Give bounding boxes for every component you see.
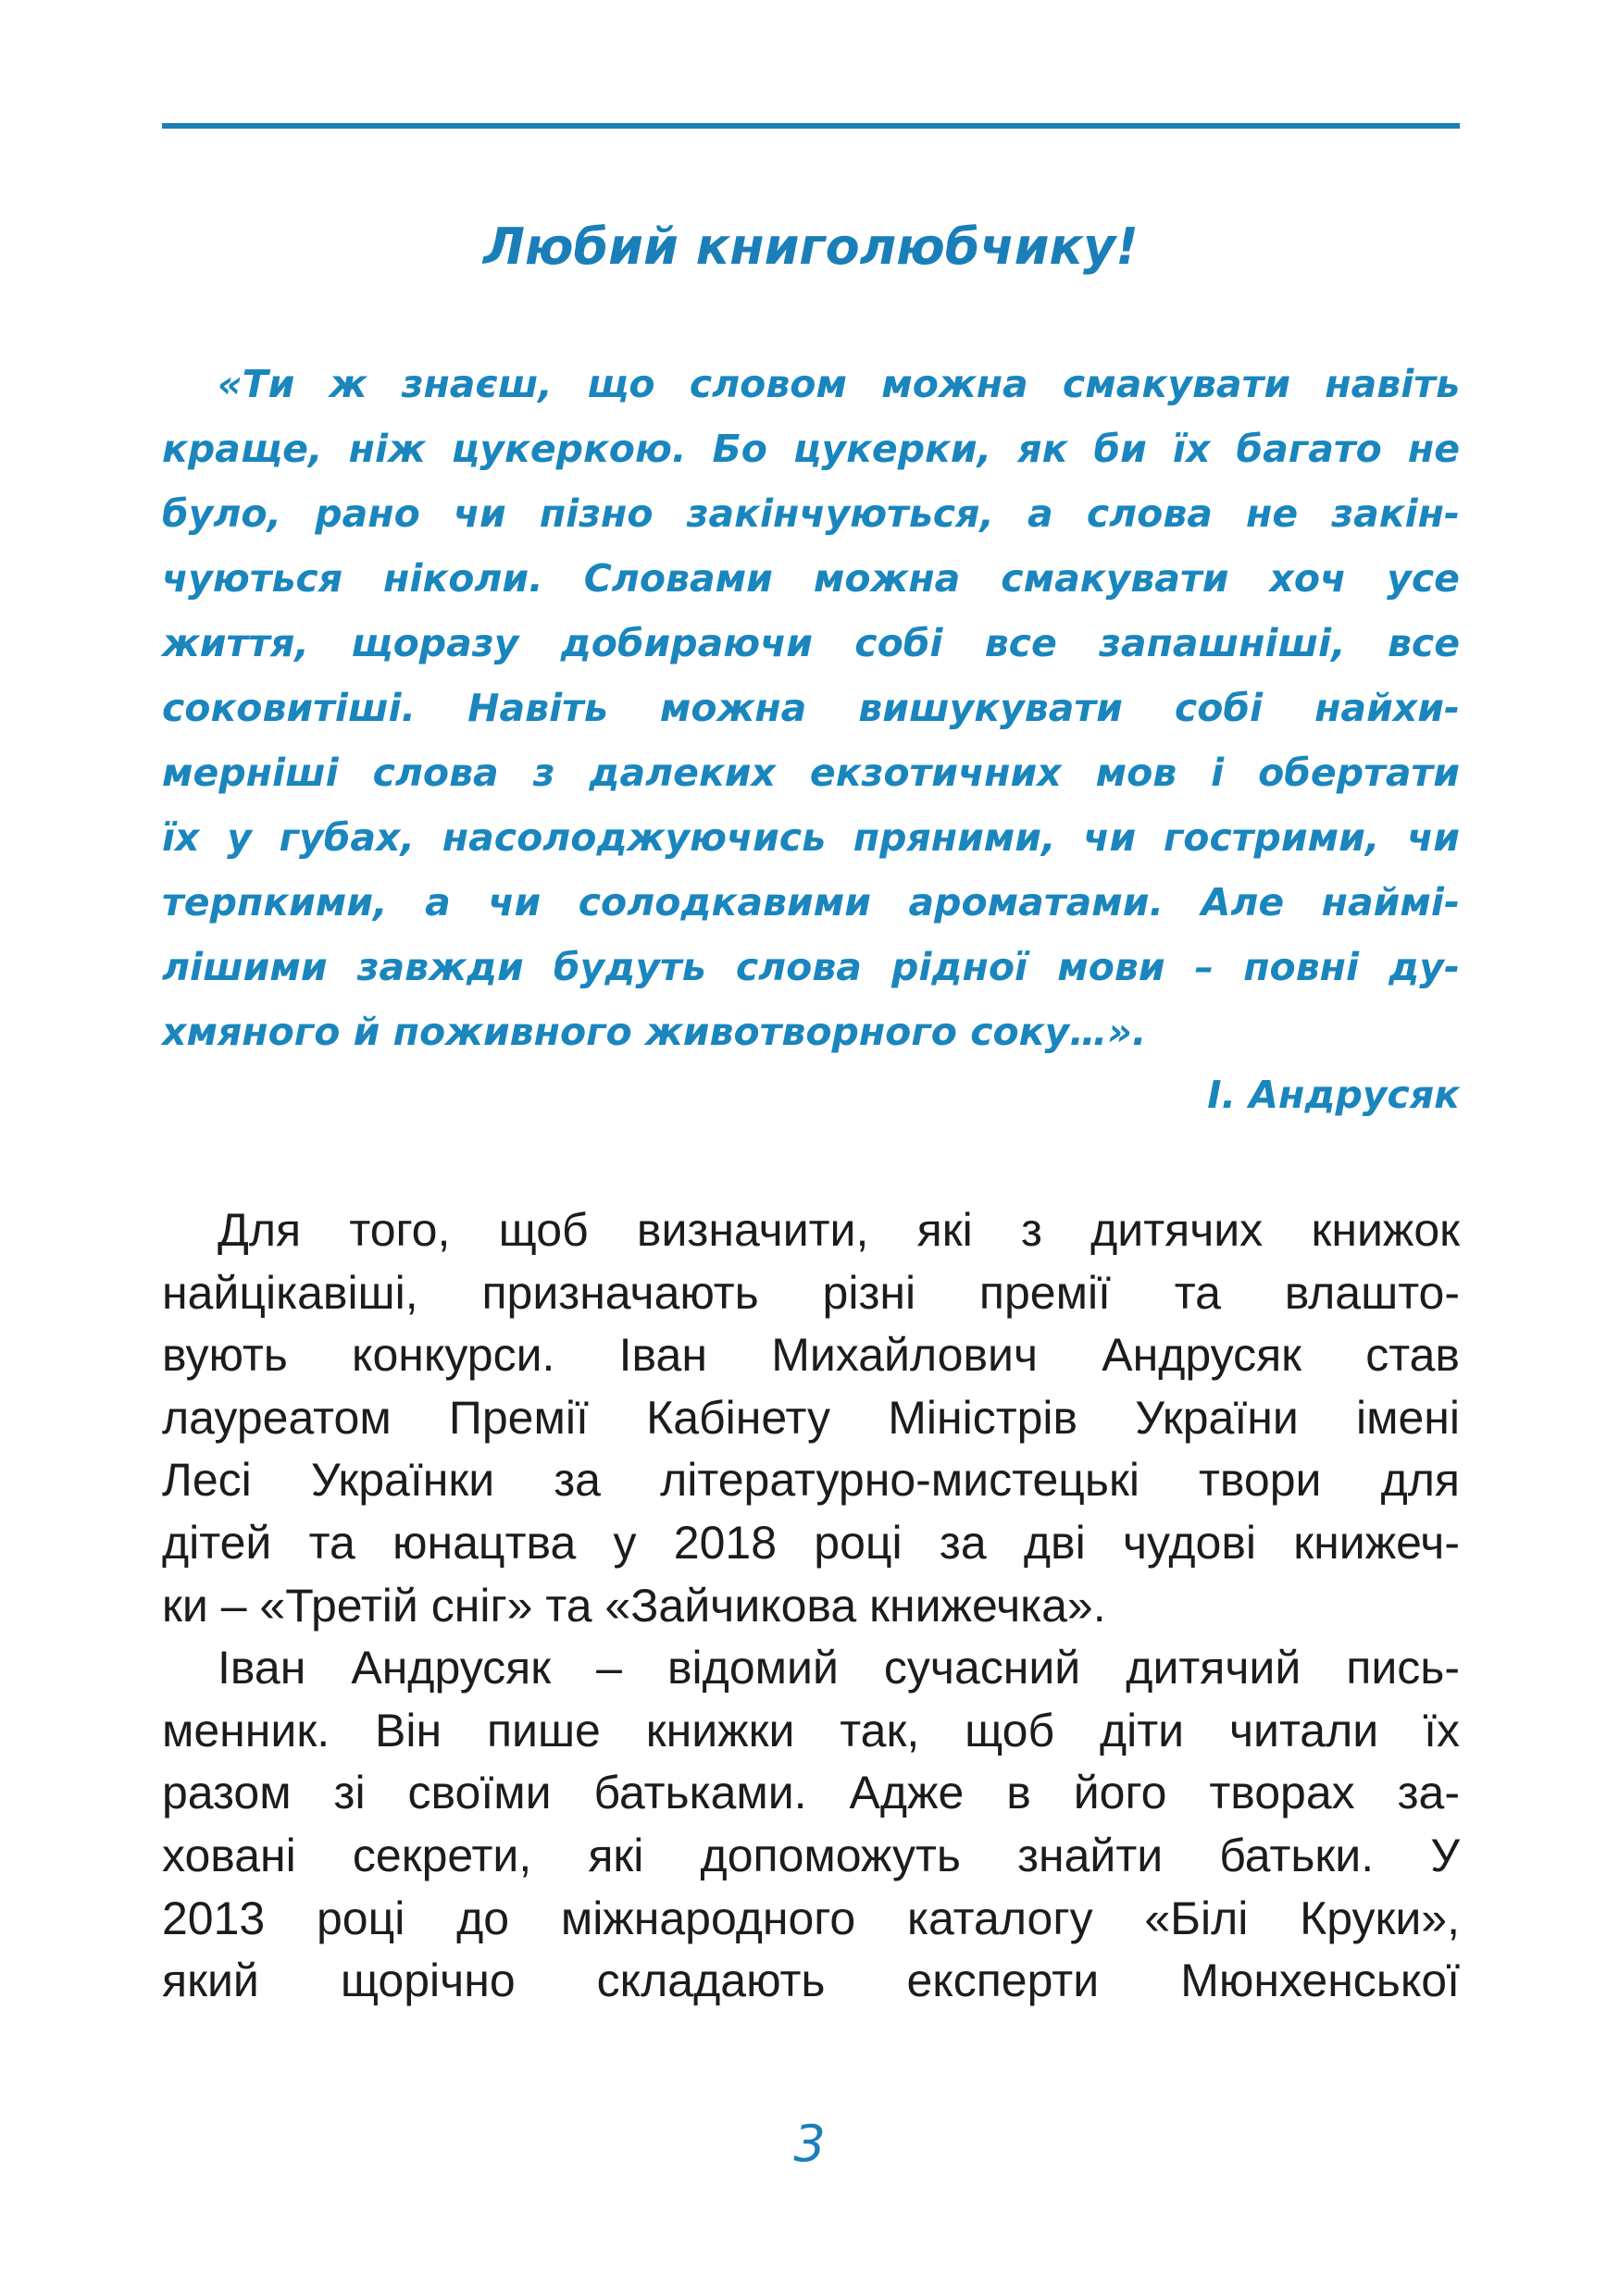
body-line: разом зі своїми батьками. Адже в його творах за- xyxy=(162,1767,1460,1819)
epigraph-quote xyxy=(162,352,1460,1125)
page-heading: Любий книголюбчику! xyxy=(483,217,1139,276)
body-line: найцікавіші, призначають різні премії та влашто- xyxy=(162,1266,1460,1319)
epigraph-line: лішими завжди будуть слова рідної мови – повні ду- xyxy=(162,945,1460,989)
body-line: менник. Він пише книжки так, щоб діти читали їх xyxy=(162,1704,1460,1756)
body-line: Лесі Українки за літературно-мистецькі твори для xyxy=(162,1454,1460,1507)
body-line: ки – «Третій сніг» та «Зайчикова книжечка». xyxy=(162,1579,1106,1632)
epigraph-line: життя, щоразу добираючи собі все запашніші, все xyxy=(162,621,1460,665)
body-line: вують конкурси. Іван Михайлович Андрусяк став xyxy=(162,1329,1460,1382)
body-line: Для того, щоб визначити, які з дитячих книжок xyxy=(218,1204,1460,1256)
body-line: дітей та юнацтва у 2018 році за дві чудові книжеч- xyxy=(162,1516,1460,1569)
epigraph-line: мерніші слова з далеких екзотичних мов і обертати xyxy=(162,751,1460,795)
epigraph-line: краще, ніж цукеркою. Бо цукерки, як би їх багато не xyxy=(162,427,1460,471)
body-line: ховані секрети, які допоможуть знайти батьки. У xyxy=(162,1829,1460,1881)
epigraph-line: «Ти ж знаєш, що словом можна смакувати навіть xyxy=(218,362,1460,406)
body-line: 2013 році до міжнародного каталогу «Білі Круки», xyxy=(162,1892,1460,1944)
epigraph-line: терпкими, а чи солодкавими ароматами. Але наймі- xyxy=(162,880,1460,925)
page-number: 3 xyxy=(793,2115,826,2173)
epigraph-line: соковитіші. Навіть можна вишукувати собі найхи- xyxy=(162,686,1460,730)
top-rule xyxy=(162,123,1460,129)
body-paragraphs xyxy=(162,1199,1460,2013)
body-line: який щорічно складають експерти Мюнхенської xyxy=(162,1955,1460,2007)
epigraph-author: І. Андрусяк xyxy=(1207,1073,1460,1117)
body-line: Іван Андрусяк – відомий сучасний дитячий пись- xyxy=(218,1642,1460,1694)
body-line: лауреатом Премії Кабінету Міністрів України імені xyxy=(162,1391,1460,1444)
epigraph-line: було, рано чи пізно закінчуються, а слова не закін- xyxy=(162,491,1460,536)
epigraph-line: їх у губах, насолоджуючись пряними, чи гострими, чи xyxy=(162,815,1460,860)
epigraph-line: чуються ніколи. Словами можна смакувати хоч усе xyxy=(162,556,1460,601)
epigraph-line: хмяного й поживного животворного соку…». xyxy=(162,1010,1147,1054)
